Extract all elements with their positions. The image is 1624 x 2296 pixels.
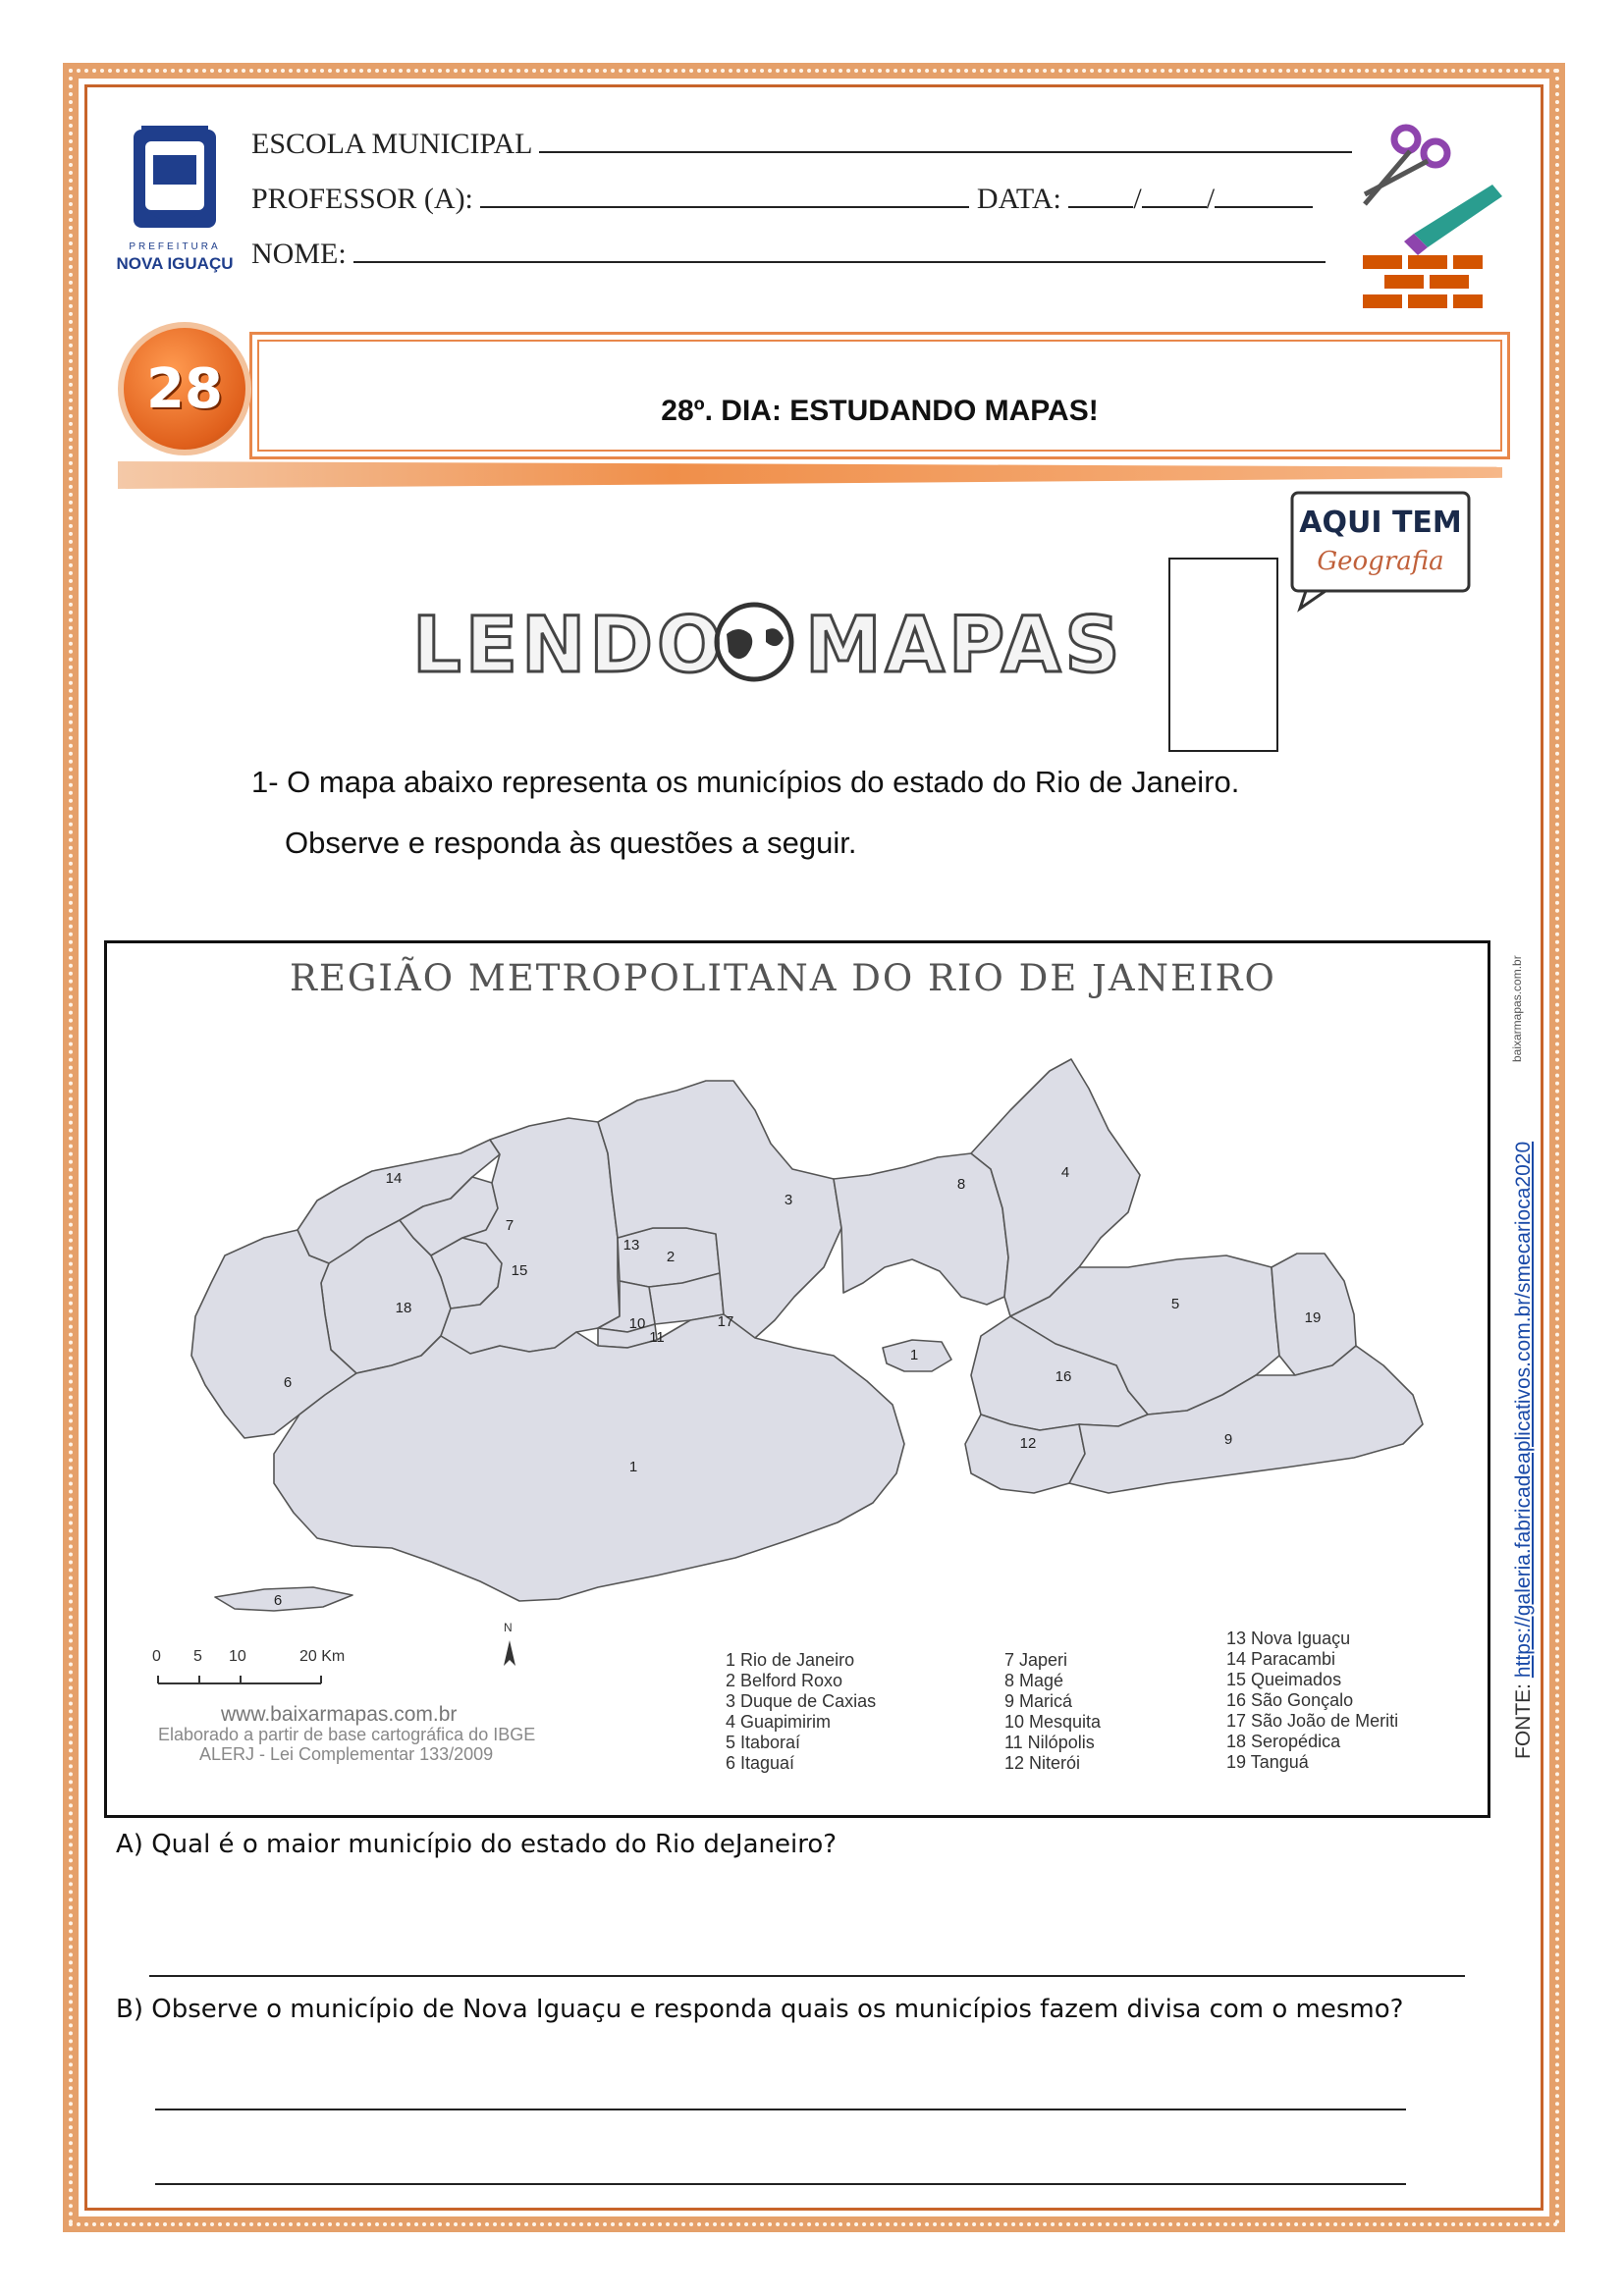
scale-bar [158,1676,321,1683]
legend-item: 11 Nilópolis [1004,1733,1095,1752]
school-field[interactable] [539,126,1352,153]
credit-line2: ALERJ - Lei Complementar 133/2009 [199,1744,494,1764]
logo-text-bottom: NOVA IGUAÇU [116,254,234,273]
answer-line-a[interactable] [149,1975,1465,1977]
scale-tick: 10 [229,1648,246,1665]
legend-item: 18 Seropédica [1226,1732,1341,1751]
date-separator: / [1206,183,1216,215]
day-number: 28 [146,356,223,421]
region-label: 5 [1170,1296,1180,1312]
teacher-field[interactable] [480,181,969,208]
legend-item: 12 Niterói [1004,1753,1081,1773]
answer-line-b2[interactable] [155,2183,1406,2185]
date-label: DATA: [976,183,1061,215]
scale-tick: 5 [193,1648,202,1665]
map-title: REGIÃO METROPOLITANA DO RIO DE JANEIRO [290,957,1276,999]
legend-item: 5 Itaboraí [726,1733,801,1752]
region-label: 18 [395,1300,412,1316]
region-label: 12 [1019,1435,1037,1452]
region-label: 14 [385,1170,403,1187]
legend-item: 2 Belford Roxo [726,1671,843,1690]
legend-item: 14 Paracambi [1226,1649,1336,1669]
badge-line1: AQUI TEM [1299,506,1462,540]
school-label: ESCOLA MUNICIPAL [251,128,532,160]
aqui-tem-geografia-badge [1286,489,1475,609]
legend-item: 4 Guapimirim [726,1712,832,1732]
day-number-badge [118,322,251,455]
legend-item: 17 São João de Meriti [1226,1711,1399,1731]
region-label: 4 [1060,1164,1070,1181]
prefeitura-logo [116,126,234,279]
title-word-mapas: MAPAS [805,602,1124,690]
region-label: 16 [1055,1368,1072,1385]
map-credits [158,1705,535,1764]
region-label: 17 [717,1313,734,1330]
legend-item: 7 Japeri [1004,1650,1068,1670]
scale-tick: 0 [152,1648,161,1665]
logo-text-top: PREFEITURA [129,241,221,252]
legend-item: 16 São Gonçalo [1226,1690,1354,1710]
region-label: 13 [623,1237,640,1254]
legend-item: 10 Mesquita [1004,1712,1102,1732]
date-year-field[interactable] [1215,181,1313,208]
date-separator: / [1133,183,1142,215]
credit-line1: Elaborado a partir de base cartográfica do IBGE [158,1725,536,1744]
side-source [1512,1142,1536,1759]
north-arrow-icon [504,1640,515,1666]
scissors-brick-icon [1345,126,1512,322]
region-label: 2 [666,1249,676,1265]
region-itaguai-coast [215,1587,352,1611]
question-1 [251,752,1239,874]
answer-line-b1[interactable] [155,2109,1406,2110]
badge-line2: Geografia [1317,547,1444,576]
region-label: 1 [628,1459,638,1475]
question-1-line1: 1- O mapa abaixo representa os municípios do estado do Rio de Janeiro. [251,765,1240,799]
region-label: 8 [956,1176,966,1193]
source-label: FONTE: [1512,1678,1535,1759]
credit-url: www.baixarmapas.com.br [221,1703,458,1726]
school-row [251,126,1352,161]
legend-item: 9 Maricá [1004,1691,1073,1711]
legend-column-1 [726,1650,876,1774]
page-title: 28º. DIA: ESTUDANDO MAPAS! [661,395,1099,427]
region-mage [834,1153,1008,1305]
north-label: N [504,1621,513,1634]
region-label: 3 [784,1192,793,1208]
region-label: 10 [628,1315,646,1332]
region-label: 15 [511,1262,528,1279]
question-a: A) Qual é o maior município do estado do Rio deJaneiro? [116,1830,838,1859]
date-month-field[interactable] [1142,181,1207,208]
name-label: NOME: [251,238,347,270]
side-credit: baixarmapas.com.br [1510,955,1524,1062]
globe-pin-icon [717,605,791,679]
scale-tick: 20 Km [299,1648,346,1665]
question-b: B) Observe o município de Nova Iguaçu e responda quais os municípios fazem divisa com o mesmo? [116,1995,1404,2024]
source-link[interactable]: https://galeria.fabricadeaplicativos.com.br/smecarioca2020 [1512,1141,1535,1679]
legend-item: 3 Duque de Caxias [726,1691,877,1711]
region-label: 7 [505,1217,514,1234]
metro-map [104,940,1490,1818]
legend-item: 19 Tanguá [1226,1752,1309,1772]
region-label: 1 [909,1347,919,1363]
name-row [251,236,1326,271]
legend-column-2 [1004,1650,1101,1774]
legend-column-3 [1226,1629,1398,1773]
region-label: 6 [273,1592,283,1609]
legend-item: 8 Magé [1004,1671,1064,1690]
teacher-label: PROFESSOR (A): [251,183,473,215]
teacher-row [251,181,1313,216]
question-1-line2: Observe e responda às questões a seguir. [285,826,857,860]
empty-frame [1168,558,1278,752]
legend-item: 13 Nova Iguaçu [1226,1629,1351,1648]
title-word-lendo: LENDO [412,602,727,690]
legend-item: 15 Queimados [1226,1670,1342,1689]
lendo-mapas-title [412,601,1124,690]
name-field[interactable] [353,236,1326,263]
region-label: 19 [1304,1309,1322,1326]
region-label: 11 [649,1329,665,1346]
date-day-field[interactable] [1068,181,1133,208]
region-label: 6 [283,1374,293,1391]
region-label: 9 [1223,1431,1233,1448]
legend-item: 6 Itaguaí [726,1753,795,1773]
legend-item: 1 Rio de Janeiro [726,1650,855,1670]
